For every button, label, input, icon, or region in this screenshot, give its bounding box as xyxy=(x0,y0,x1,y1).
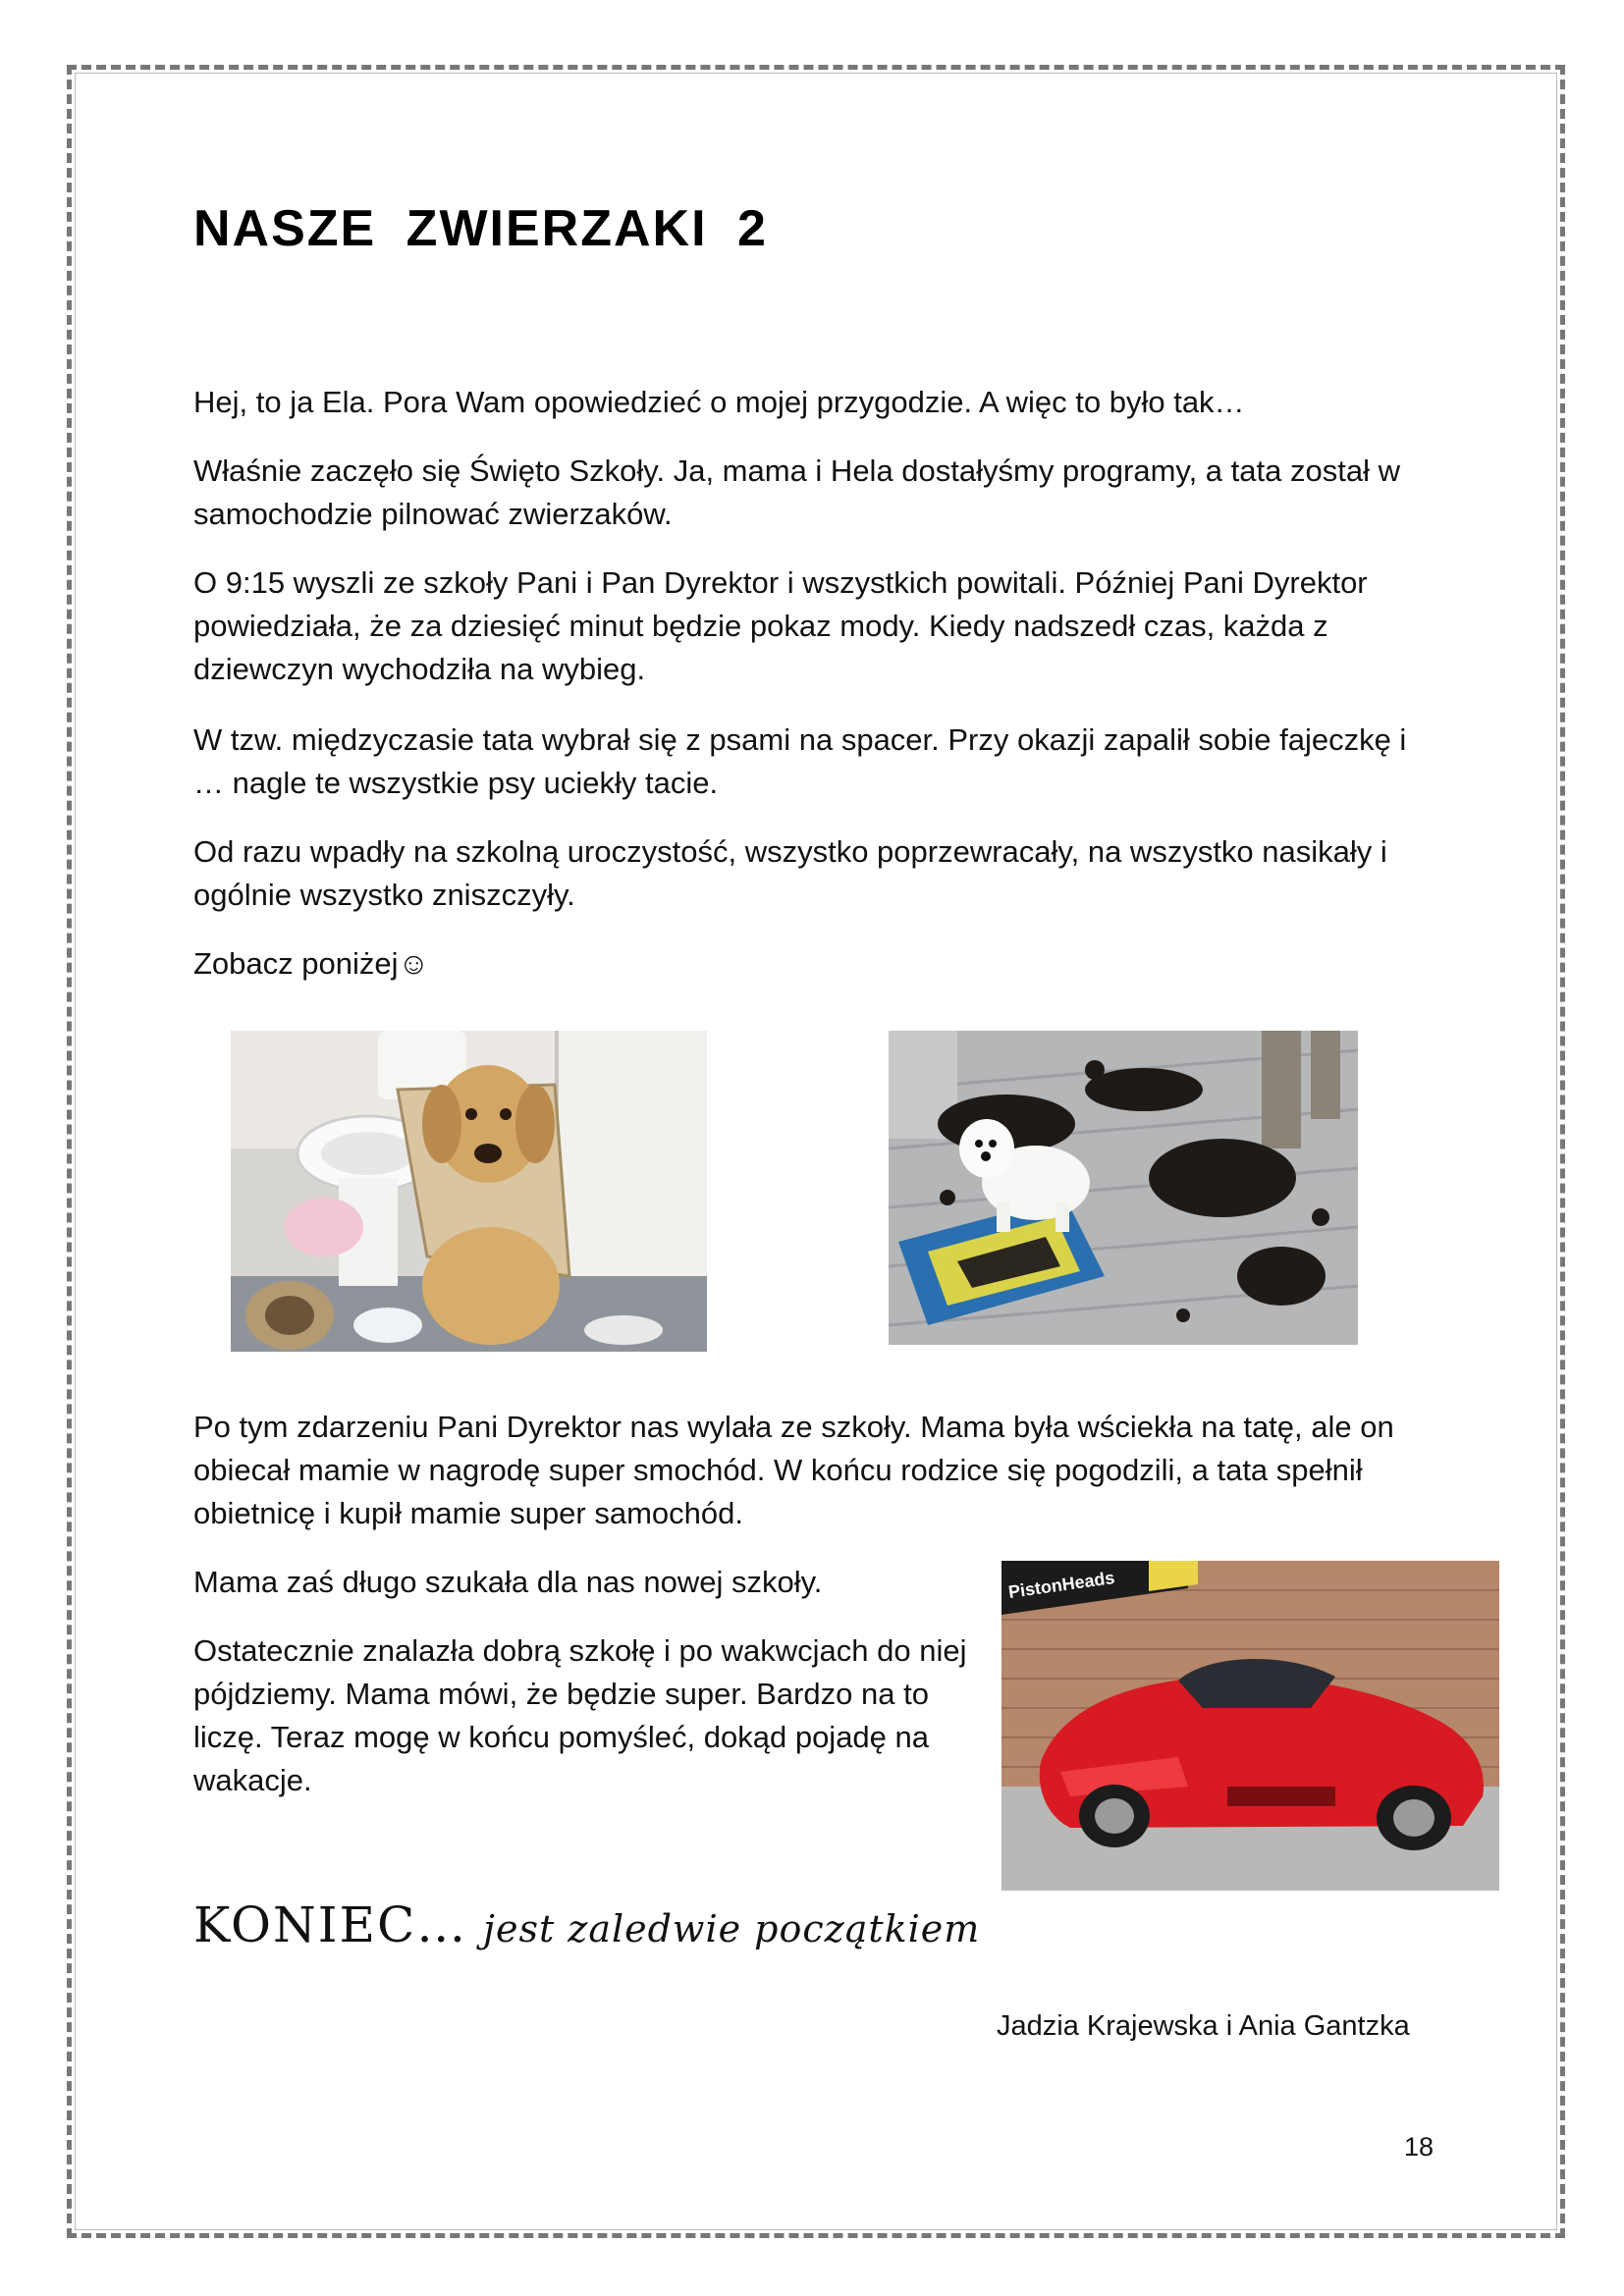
dog-toilet-photo xyxy=(231,1031,707,1352)
paragraph-aftermath: Po tym zdarzeniu Pani Dyrektor nas wylała ze szkoły. Mama była wściekła na tatę, ale on obiecał mamie w nagrodę super smochód. W końcu rodzice się pogodzili, a tata spełnił obietnicę i kupił mamie super samochód. xyxy=(193,1410,1394,1530)
paragraph-welcome: O 9:15 wyszli ze szkoły Pani i Pan Dyrektor i wszystkich powitali. Później Pani Dyrektor powiedziała, że za dziesięć minut będzie pokaz mody. Kiedy nadszedł czas, każda z dziewczyn wychodziła na wybieg. xyxy=(193,565,1368,686)
car-logo-text: PistonHeads xyxy=(1006,1567,1116,1602)
closing-rest: jest zaledwie początkiem xyxy=(483,1907,981,1950)
closing-line xyxy=(193,1896,980,1953)
paragraph-school-day: Właśnie zaczęło się Święto Szkoły. Ja, mama i Hela dostałyśmy programy, a tata został w samochodzie pilnować zwierzaków. xyxy=(193,454,1400,531)
paragraph-chaos: Od razu wpadły na szkolną uroczystość, wszystko poprzewracały, na wszystko nasikały i ogólnie wszystko zniszczyły. xyxy=(193,834,1387,912)
dog-soil-photo xyxy=(889,1031,1358,1345)
red-car-photo xyxy=(1001,1561,1499,1891)
paragraph-holidays: Ostatecznie znalazła dobrą szkołę i po wakwcjach do niej pójdziemy. Mama mówi, że będzie super. Bardzo na to liczę. Teraz mogę w końcu pomyśleć, dokąd pojadę na wakacje. xyxy=(193,1633,967,1797)
page-title: NASZE ZWIERZAKI 2 xyxy=(193,200,768,257)
paragraph-intro: Hej, to ja Ela. Pora Wam opowiedzieć o mojej przygodzie. A więc to było tak… xyxy=(193,385,1245,419)
paragraph-see-below: Zobacz poniżej☺ xyxy=(193,946,430,981)
closing-koniec: KONIEC… xyxy=(193,1896,468,1953)
paragraph-new-school: Mama zaś długo szukała dla nas nowej szkoły. xyxy=(193,1565,823,1599)
page-number: 18 xyxy=(1404,2132,1435,2162)
paragraph-walk: W tzw. międzyczasie tata wybrał się z psami na spacer. Przy okazji zapalił sobie fajeczkę i … nagle te wszystkie psy uciekły tacie. xyxy=(193,722,1407,800)
authors: Jadzia Krajewska i Ania Gantzka xyxy=(997,2010,1410,2042)
